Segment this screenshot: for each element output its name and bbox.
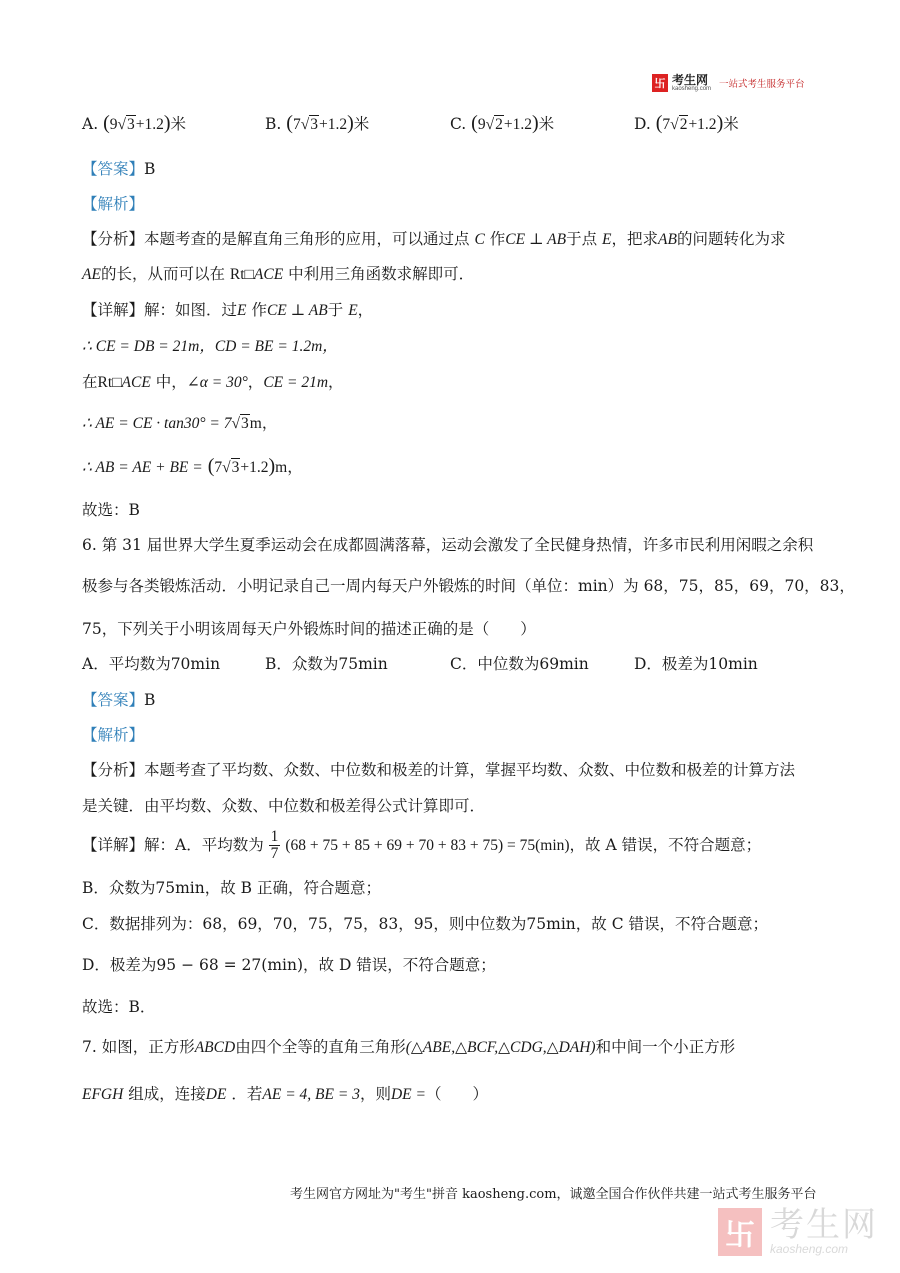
q5-answer: 【答案】B: [82, 160, 156, 178]
q6-analysis-line1: 【分析】本题考查了平均数、众数、中位数和极差的计算，掌握平均数、众数、中位数和极差的计算方法: [82, 761, 796, 779]
header-logo: [652, 72, 805, 94]
q6-detail-c: C．数据排列为：68，69，70，75，75，83，95，则中位数为75min，故 C 错误，不符合题意；: [82, 915, 768, 933]
answer-tag: 【答案】: [82, 691, 145, 709]
q6-conclusion: 故选：B．: [82, 998, 156, 1016]
fraction-one-seventh: $\frac{1}{7}$: [270, 828, 279, 863]
q5-option-c: C. (9√2+1.2)米: [450, 112, 555, 134]
q5-detail-line2: ∴ CE = DB = 21m，CD = BE = 1.2m，: [82, 338, 338, 355]
q6-detail-d: D．极差为95 − 68 = 27(min)，故 D 错误，不符合题意；: [82, 956, 496, 974]
q5-detail-line1: 【详解】解：如图．过E 作CE ⊥ AB于 E，: [82, 301, 374, 319]
q5-detail-line4: ∴ AE = CE · tan30° = 7√3m，: [82, 415, 278, 432]
q6-jiexi-tag: 【解析】: [82, 726, 145, 744]
q6-option-b: B．众数为75min: [265, 655, 388, 673]
watermark: [718, 1208, 878, 1256]
q5-option-a: A. (9√3+1.2)米: [82, 112, 187, 134]
q6-option-c: C．中位数为69min: [450, 655, 589, 673]
q5-option-b: B. (7√3+1.2)米: [265, 112, 370, 134]
logo-text: [672, 74, 711, 92]
q6-detail-b: B．众数为75min，故 B 正确，符合题意；: [82, 879, 381, 897]
q5-analysis-line2: AE的长，从而可以在 Rt□ACE 中利用三角函数求解即可．: [82, 265, 475, 283]
answer-tag: 【答案】: [82, 160, 145, 178]
logo-url: kaosheng.com: [672, 86, 712, 92]
q6-stem-line3: 75，下列关于小明该周每天户外锻炼时间的描述正确的是（ ）: [82, 620, 536, 638]
q6-option-a: A．平均数为70min: [82, 655, 221, 673]
q5-option-d: D. (7√2+1.2)米: [634, 112, 739, 134]
q6-option-d: D．极差为10min: [634, 655, 758, 673]
q7-stem-line2: EFGH 组成，连接DE ．若AE = 4, BE = 3，则DE =（ ）: [82, 1085, 488, 1103]
logo-name: 考生网: [672, 73, 709, 87]
q5-jiexi-tag: 【解析】: [82, 195, 145, 213]
watermark-text: 考生网 kaosheng.com: [770, 1206, 878, 1256]
q7-stem-line1: 7. 如图，正方形ABCD由四个全等的直角三角形(△ABE,△BCF,△CDG,△DAH)和中间一个小正方形: [82, 1038, 736, 1056]
q6-stem-line2: 极参与各类锻炼活动．小明记录自己一周内每天户外锻炼的时间（单位：min）为 68，75，85，69，70，83，: [82, 577, 855, 595]
q5-detail-line3: 在Rt□ACE 中，∠α = 30°，CE = 21m，: [82, 373, 344, 391]
q6-detail-a: 【详解】解：A．平均数为 $\frac{1}{7}$ (68 + 75 + 85 + 69 + 70 + 83 + 75) = 75(min)，故 A 错误，不符合题意；: [82, 828, 762, 863]
q5-analysis-line1: 【分析】本题考查的是解直角三角形的应用，可以通过点 C 作CE ⊥ AB于点 E，把求AB的问题转化为求: [82, 230, 786, 248]
footer-text: 考生网官方网址为"考生"拼音 kaosheng.com，诚邀全国合作伙伴共建一站式考生服务平台: [290, 1187, 817, 1202]
q6-analysis-line2: 是关键．由平均数、众数、中位数和极差得公式计算即可．: [82, 797, 486, 815]
q5-conclusion: 故选：B: [82, 501, 140, 519]
watermark-mark-icon: 卐: [718, 1208, 762, 1256]
logo-mark-icon: 卐: [652, 74, 668, 92]
q6-stem-line1: 6. 第 31 届世界大学生夏季运动会在成都圆满落幕，运动会激发了全民健身热情，许多市民利用闲暇之余积: [82, 536, 814, 554]
q6-answer: 【答案】B: [82, 691, 156, 709]
q5-detail-line5: ∴ AB = AE + BE = (7√3+1.2)m，: [82, 455, 303, 477]
logo-slogan: 一站式考生服务平台: [719, 79, 805, 90]
